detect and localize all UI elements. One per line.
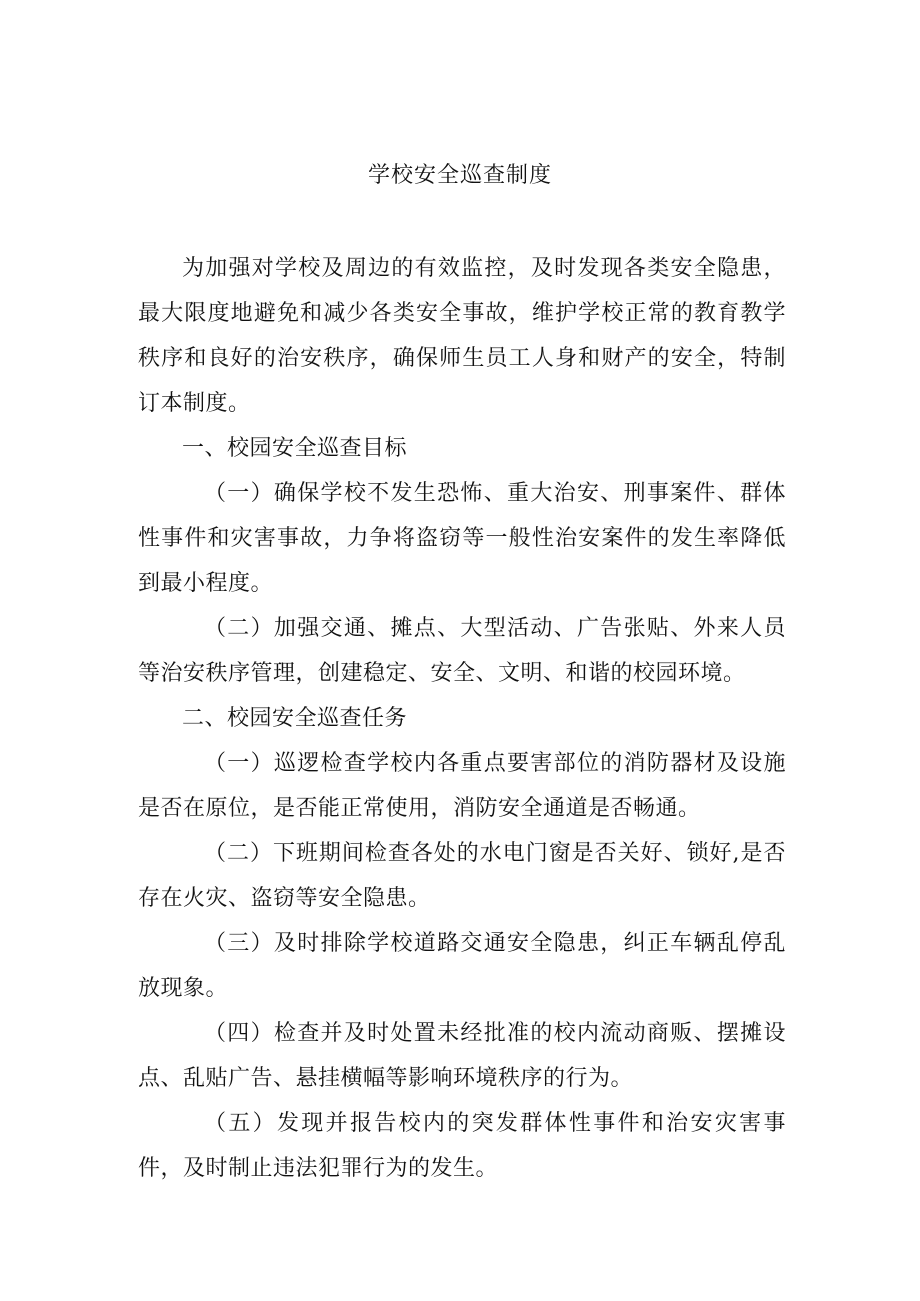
task-item-5: （五）发现并报告校内的突发群体性事件和治安灾害事件，及时制止违法犯罪行为的发生。: [138, 1111, 786, 1181]
task-item-2: （二）下班期间检查各处的水电门窗是否关好、锁好,是否存在火灾、盗窃等安全隐患。: [138, 841, 786, 911]
section-heading-goals: 一、校园安全巡查目标: [182, 436, 408, 461]
task-item-3: （三）及时排除学校道路交通安全隐患，纠正车辆乱停乱放现象。: [138, 931, 786, 1001]
document-title: 学校安全巡查制度: [367, 163, 552, 188]
section-heading-tasks: 二、校园安全巡查任务: [182, 706, 408, 731]
goal-item-2: （二）加强交通、摊点、大型活动、广告张贴、外来人员等治安秩序管理，创建稳定、安全、文明、和谐的校园环境。: [138, 616, 786, 686]
task-item-1: （一）巡逻检查学校内各重点要害部位的消防器材及设施是否在原位，是否能正常使用，消防安全通道是否畅通。: [138, 751, 786, 821]
document-body: [138, 246, 786, 1191]
intro-paragraph: 为加强对学校及周边的有效监控，及时发现各类安全隐患，最大限度地避免和减少各类安全事故，维护学校正常的教育教学秩序和良好的治安秩序，确保师生员工人身和财产的安全，特制订本制度。: [138, 256, 786, 416]
task-item-4: （四）检查并及时处置未经批准的校内流动商贩、摆摊设点、乱贴广告、悬挂横幅等影响环境秩序的行为。: [138, 1021, 786, 1091]
goal-item-1: （一）确保学校不发生恐怖、重大治安、刑事案件、群体性事件和灾害事故，力争将盗窃等一般性治安案件的发生率降低到最小程度。: [138, 481, 786, 596]
